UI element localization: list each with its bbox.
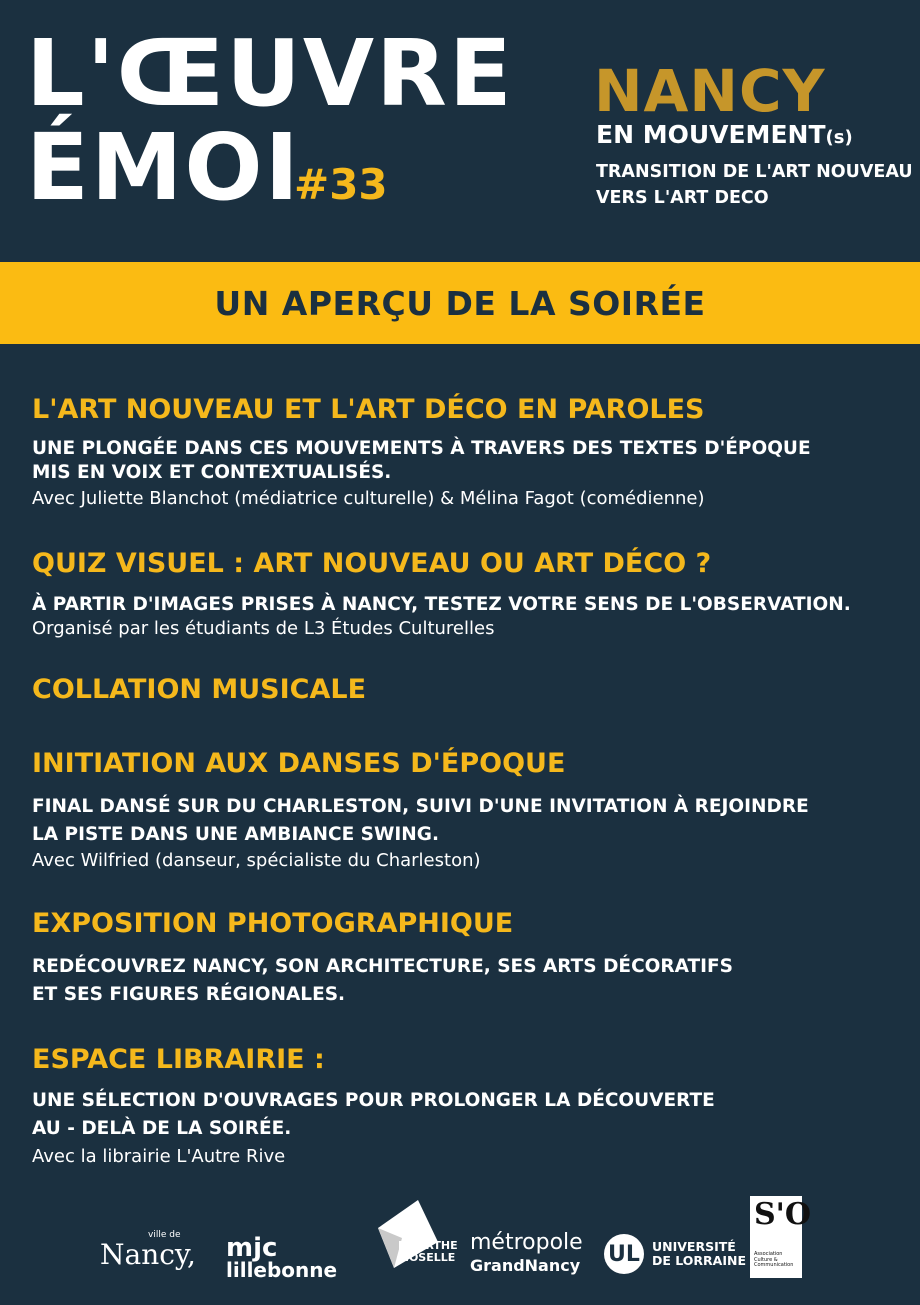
section-desc-danses-1: FINAL DANSÉ SUR DU CHARLESTON, SUIVI D'UNE INVITATION À REJOINDRE	[32, 796, 809, 817]
univ-circle-icon: UL	[604, 1234, 644, 1274]
nancy-logo-text: Nancy,	[100, 1238, 196, 1271]
nancy-logo-small: ville de	[148, 1230, 181, 1240]
section-title-danses: INITIATION AUX DANSES D'ÉPOQUE	[32, 748, 566, 779]
section-desc-paroles-2: MIS EN VOIX ET CONTEXTUALISÉS.	[32, 462, 392, 483]
section-desc-danses-2: LA PISTE DANS UNE AMBIANCE SWING.	[32, 824, 439, 845]
section-title-exposition: EXPOSITION PHOTOGRAPHIQUE	[32, 908, 514, 939]
section-credit-paroles: Avec Juliette Blanchot (médiatrice culturelle) & Mélina Fagot (comédienne)	[32, 488, 705, 509]
section-credit-danses: Avec Wilfried (danseur, spécialiste du Charleston)	[32, 850, 481, 871]
movement-subtitle	[596, 120, 853, 149]
section-desc-exposition-1: REDÉCOUVREZ NANCY, SON ARCHITECTURE, SES ARTS DÉCORATIFS	[32, 956, 733, 977]
section-desc-paroles-1: UNE PLONGÉE DANS CES MOUVEMENTS À TRAVERS DES TEXTES D'ÉPOQUE	[32, 438, 811, 459]
section-title-collation: COLLATION MUSICALE	[32, 674, 367, 705]
section-title-quiz: QUIZ VISUEL : ART NOUVEAU OU ART DÉCO ?	[32, 548, 712, 579]
mjc-lillebonne-logo	[226, 1233, 338, 1282]
section-desc-exposition-2: ET SES FIGURES RÉGIONALES.	[32, 984, 346, 1005]
univ-logo-line-1: UNIVERSITÉ	[652, 1238, 736, 1254]
section-desc-librairie-2: AU - DELÀ DE LA SOIRÉE.	[32, 1118, 292, 1139]
event-title-line-1: L'ŒUVRE	[26, 20, 514, 127]
mjc-logo-line-2: lillebonne	[226, 1257, 338, 1282]
movement-text: EN MOUVEMENT	[596, 120, 826, 149]
metro-logo-line-2: GrandNancy	[470, 1256, 581, 1275]
movement-suffix: (s)	[825, 127, 853, 148]
universite-de-lorraine-logo	[604, 1234, 746, 1274]
metro-logo-line-1: métropole	[470, 1230, 583, 1255]
city-name: NANCY	[594, 57, 826, 125]
ville-de-nancy-logo	[100, 1230, 196, 1271]
so-logo-small: Association Culture & Communication	[754, 1251, 794, 1268]
meurthe-moselle-logo	[372, 1198, 458, 1280]
transition-line-1: TRANSITION DE L'ART NOUVEAU	[596, 162, 913, 182]
section-title-paroles: L'ART NOUVEAU ET L'ART DÉCO EN PAROLES	[32, 394, 705, 425]
section-desc-quiz-1: À PARTIR D'IMAGES PRISES À NANCY, TESTEZ VOTRE SENS DE L'OBSERVATION.	[32, 594, 851, 615]
section-desc-librairie-1: UNE SÉLECTION D'OUVRAGES POUR PROLONGER LA DÉCOUVERTE	[32, 1090, 715, 1111]
so-association-logo	[750, 1196, 811, 1278]
so-logo-big: S'O	[754, 1197, 811, 1232]
issue-number: #33	[294, 160, 388, 209]
dept-logo-text: MEURTHE MOSELLE	[398, 1239, 458, 1264]
metropole-grand-nancy-logo	[470, 1232, 583, 1275]
univ-logo-line-2: DE LORRAINE	[652, 1253, 746, 1268]
section-credit-librairie: Avec la librairie L'Autre Rive	[32, 1146, 286, 1167]
transition-line-2: VERS L'ART DECO	[596, 188, 769, 208]
banner-text: UN APERÇU DE LA SOIRÉE	[214, 283, 706, 323]
mjc-logo-line-1: mjc	[226, 1233, 278, 1263]
yellow-banner	[0, 262, 920, 344]
section-title-librairie: ESPACE LIBRAIRIE :	[32, 1044, 325, 1075]
event-title-line-2: ÉMOI	[26, 114, 301, 221]
section-credit-quiz: Organisé par les étudiants de L3 Études Culturelles	[32, 618, 495, 639]
